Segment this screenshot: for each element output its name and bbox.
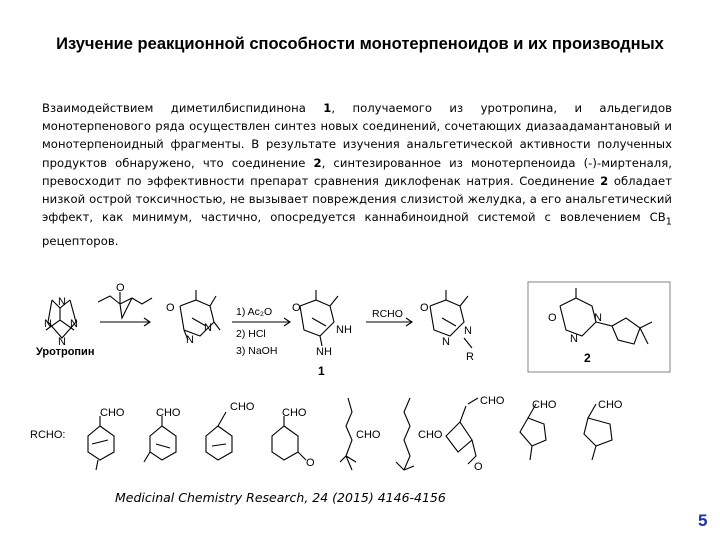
cho-4: CHO bbox=[282, 407, 307, 419]
page-number: 5 bbox=[698, 511, 708, 530]
atom-o-2: O bbox=[292, 302, 301, 314]
atom-n-4: N bbox=[58, 336, 66, 348]
atom-n-1: N bbox=[58, 296, 66, 308]
subscript-1: 1 bbox=[665, 216, 672, 228]
step-3: 3) NaOH bbox=[236, 345, 278, 357]
text-part-2: , получаемого из уротропина, и альдегидов монотерпенового ряда осуществлен синтез новых соединений, сочетающих диазаадамантановый и монотерпеноидный фрагменты. В результате изучения анальгетической активности полученных продуктов обнаружено, что соединение bbox=[42, 101, 672, 170]
text-part-5: рецепторов. bbox=[42, 233, 119, 248]
urotropin-label: Уротропин bbox=[36, 346, 95, 358]
atom-n-7: N bbox=[464, 325, 472, 337]
atom-o-1: O bbox=[166, 302, 175, 314]
cho-7: CHO bbox=[480, 395, 505, 407]
body-paragraph bbox=[42, 99, 672, 250]
atom-nh-1: NH bbox=[336, 324, 352, 336]
text-part-3: , синтезированное из монотерпеноида (-)-миртеналя, превосходит по эффективности препарат сравнения диклофенак натрия. Соединение bbox=[42, 155, 672, 188]
atom-n-10: N bbox=[570, 333, 578, 345]
atom-n-2: N bbox=[44, 318, 52, 330]
rcho-label: RCHO: bbox=[30, 429, 66, 441]
atom-o-6: O bbox=[474, 461, 483, 473]
atom-n-9: N bbox=[594, 312, 602, 324]
atom-o-3: O bbox=[420, 302, 429, 314]
citation: Medicinal Chemistry Research, 24 (2015) 4146-4156 bbox=[115, 490, 446, 505]
atom-o-5: O bbox=[306, 457, 315, 469]
cho-3: CHO bbox=[230, 401, 255, 413]
atom-n-6: N bbox=[186, 334, 194, 346]
compound-ref-2b: 2 bbox=[600, 173, 609, 188]
atom-n-5: N bbox=[204, 322, 212, 334]
atom-nh-2: NH bbox=[316, 346, 332, 358]
cho-5: CHO bbox=[356, 429, 381, 441]
text-part-1: Взаимодействием диметилбиспидинона bbox=[42, 101, 324, 115]
cho-9: CHO bbox=[598, 399, 623, 411]
cho-2: CHO bbox=[156, 407, 181, 419]
compound-ref-2: 2 bbox=[313, 155, 322, 170]
compound-ref-1: 1 bbox=[323, 101, 332, 115]
cho-8: CHO bbox=[532, 399, 557, 411]
step-2: 2) HCl bbox=[236, 328, 266, 340]
atom-o-4: O bbox=[548, 312, 557, 324]
atom-o-ketone: O bbox=[116, 282, 125, 294]
slide-title: Изучение реакционной способности монотерпеноидов и их производных bbox=[56, 35, 664, 53]
reagent-label: RCHO bbox=[372, 308, 403, 320]
compound-2-label: 2 bbox=[584, 351, 591, 365]
cho-6: CHO bbox=[418, 429, 443, 441]
atom-n-8: N bbox=[442, 336, 450, 348]
text-part-4: обладает низкой острой токсичностью, не вызывает повреждения слизистой желудка, а его анальгетический эффект, как минимум, частично, опосредуется каннабиноидной системой с вовлечением CB bbox=[42, 173, 672, 225]
atom-n-3: N bbox=[70, 318, 78, 330]
step-1: 1) Ac₂O bbox=[236, 306, 273, 318]
cho-1: CHO bbox=[100, 407, 125, 419]
atom-r: R bbox=[466, 351, 474, 363]
compound-1-label: 1 bbox=[318, 364, 325, 378]
